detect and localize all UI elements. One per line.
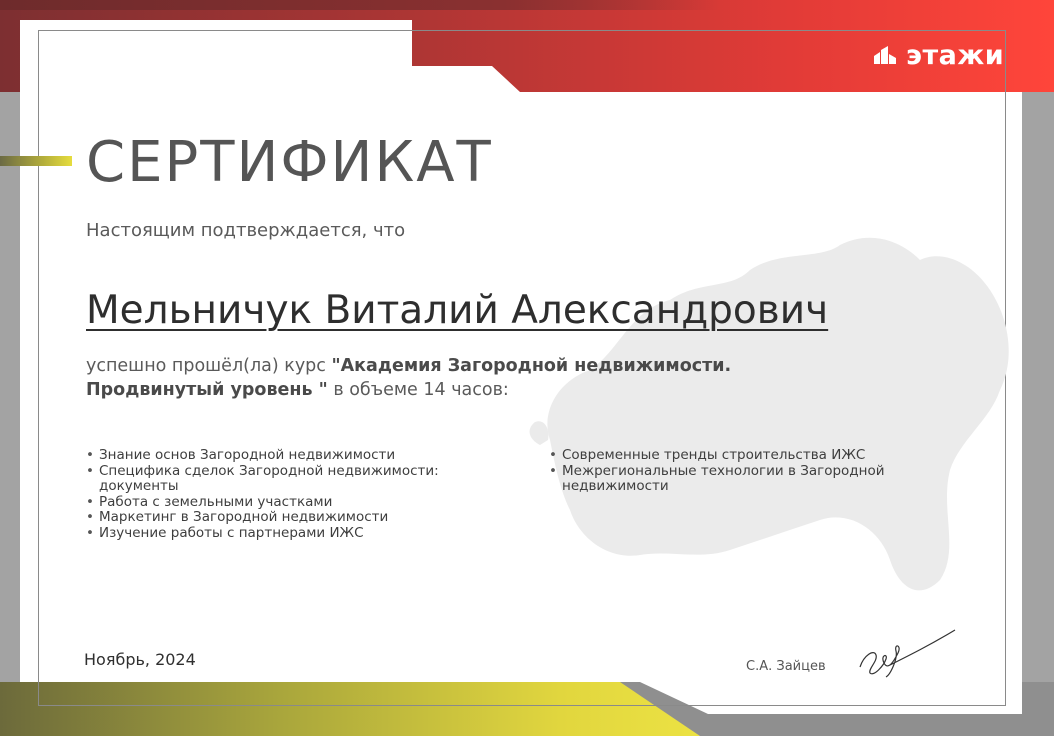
topics-list-left bbox=[86, 448, 496, 541]
issue-date: Ноябрь, 2024 bbox=[84, 650, 196, 669]
list-item: • Знание основ Загородной недвижимости bbox=[86, 448, 496, 464]
certificate-title: СЕРТИФИКАТ bbox=[86, 130, 493, 195]
bottom-yellow-band bbox=[0, 682, 700, 736]
confirmation-text: Настоящим подтверждается, что bbox=[86, 220, 406, 241]
course-suffix: в объеме 14 часов: bbox=[327, 380, 509, 400]
topics-list-right bbox=[549, 448, 949, 495]
top-red-band-shade bbox=[0, 0, 720, 10]
building-logo-icon bbox=[872, 46, 898, 66]
course-name: "Академия Загородной недвижимости. Продвинутый уровень " bbox=[86, 356, 732, 400]
list-item: • Маркетинг в Загородной недвижимости bbox=[86, 510, 496, 526]
brand-logo bbox=[872, 40, 1004, 71]
logo-text: этажи bbox=[906, 40, 1005, 71]
list-item: • Межрегиональные технологии в Загородной недвижимости bbox=[549, 464, 949, 495]
course-statement bbox=[86, 354, 846, 402]
list-item: • Изучение работы с партнерами ИЖС bbox=[86, 526, 496, 542]
handwritten-signature bbox=[850, 625, 960, 680]
list-item: • Специфика сделок Загородной недвижимости: документы bbox=[86, 464, 496, 495]
list-item: • Работа с земельными участками bbox=[86, 495, 496, 511]
title-accent-bar bbox=[0, 156, 72, 166]
list-item: • Современные тренды строительства ИЖС bbox=[549, 448, 949, 464]
recipient-name: Мельничук Виталий Александрович bbox=[86, 288, 829, 333]
signer-name: С.А. Зайцев bbox=[746, 659, 826, 674]
course-prefix: успешно прошёл(ла) курс bbox=[86, 356, 332, 376]
russia-map-watermark bbox=[520, 190, 1020, 620]
